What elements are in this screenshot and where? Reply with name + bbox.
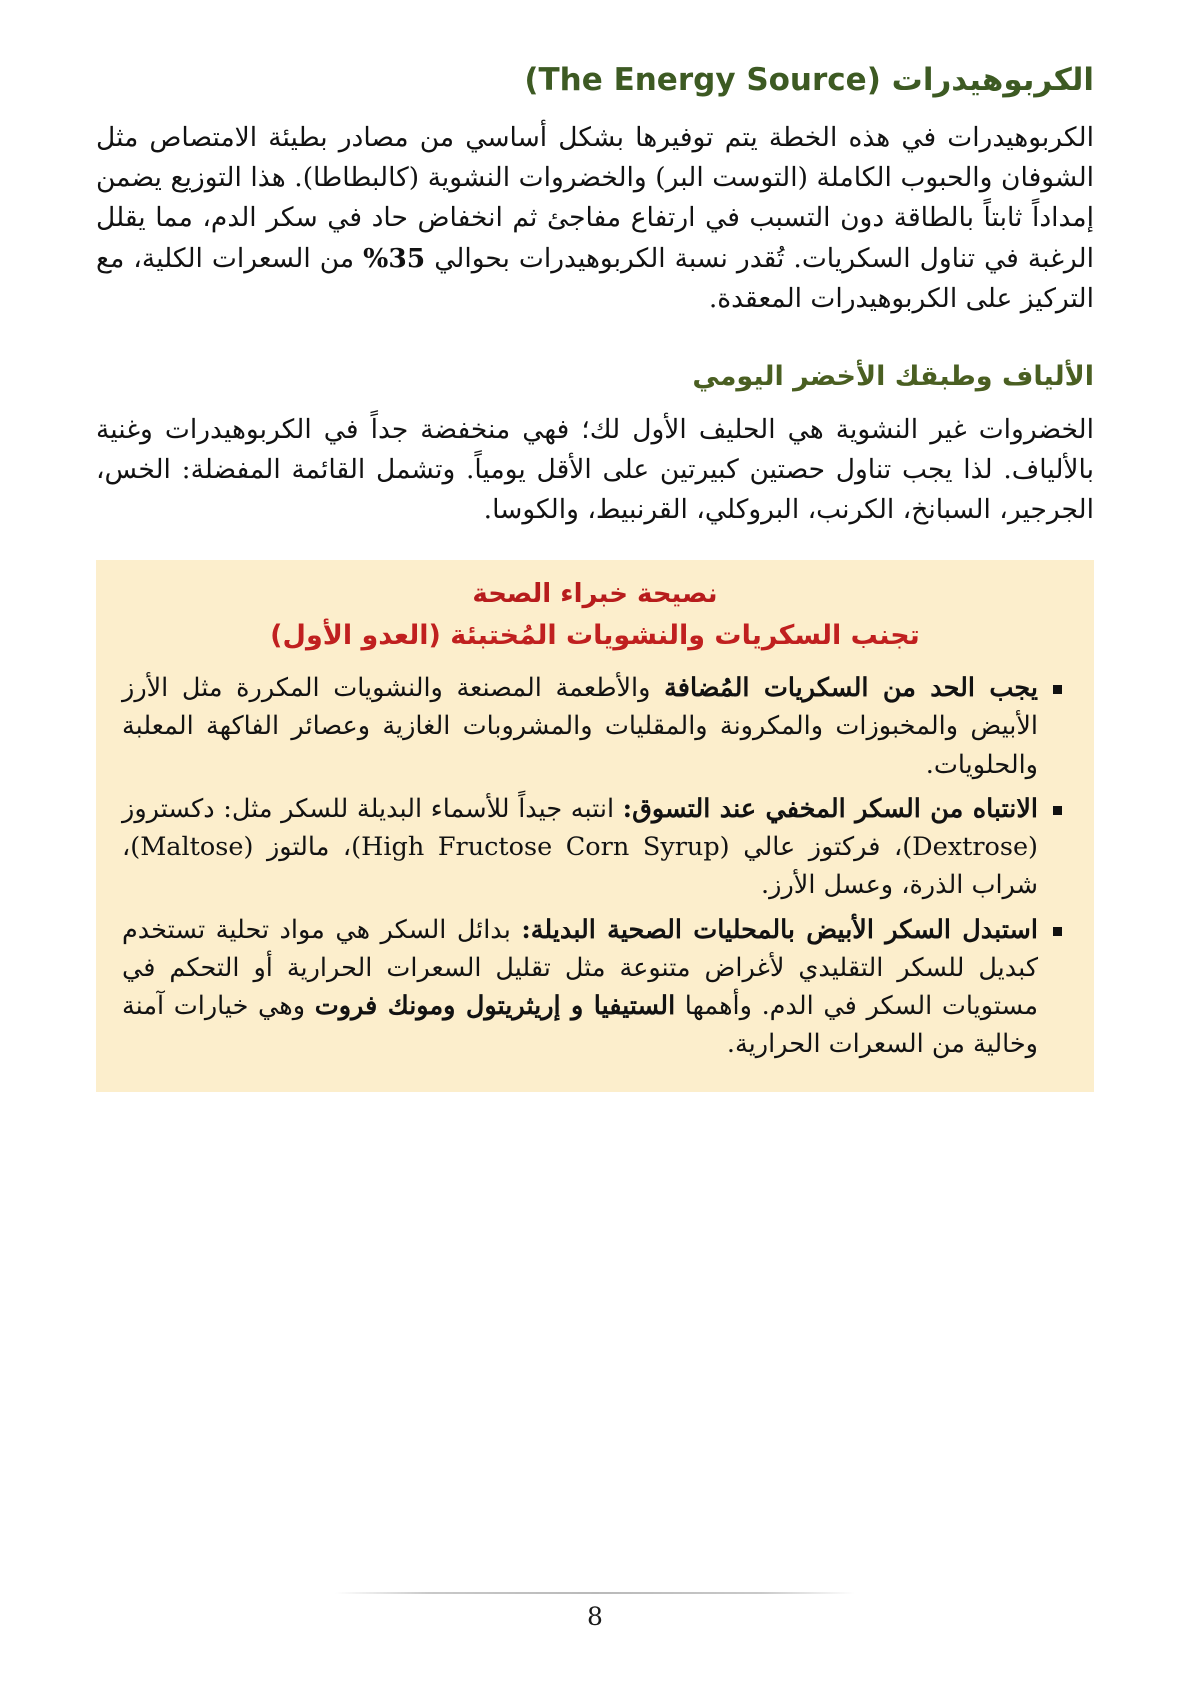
- health-expert-tip-callout: [96, 560, 1094, 1091]
- footer-divider: [335, 1592, 855, 1594]
- list-item: [122, 911, 1068, 1064]
- carbs-percentage: 35%: [363, 242, 426, 274]
- list-item: [122, 669, 1068, 784]
- carbs-paragraph: [96, 118, 1094, 319]
- carbs-paragraph-part1: الكربوهيدرات في هذه الخطة يتم توفيرها بشكل أساسي من مصادر بطيئة الامتصاص مثل الشوفان والحبوب الكاملة (التوست البر) والخضروات النشوية (كالبطاطا). هذا التوزيع يضمن إمداداً ثابتاً بالطاقة دون التسبب في ارتفاع مفاجئ ثم انخفاض حاد في سكر الدم، مما يقلل الرغبة في تناول السكريات. تُقدر نسبة الكربوهيدرات بحوالي: [96, 121, 1094, 274]
- list-item-sweeteners: الستيفيا و إريثريتول ومونك فروت: [314, 991, 676, 1022]
- list-item-body: بدائل السكر هي مواد تحلية تستخدم كبديل للسكر التقليدي لأغراض متنوعة مثل تقليل السعرات الحرارية أو التحكم في مستويات السكر في الدم. وأهمها: [122, 914, 1039, 1022]
- callout-title: نصيحة خبراء الصحة: [472, 579, 718, 610]
- carbs-paragraph-part2: من السعرات الكلية، مع التركيز على الكربوهيدرات المعقدة.: [96, 242, 1094, 314]
- list-item: [122, 790, 1068, 905]
- bullet-square-icon: [1053, 927, 1062, 936]
- fiber-paragraph: الخضروات غير النشوية هي الحليف الأول لك؛ فهي منخفضة جداً في الكربوهيدرات وغنية بالألياف. لذا يجب تناول حصتين كبيرتين على الأقل يومياً. وتشمل القائمة المفضلة: الخس، الجرجير، السبانخ، الكرنب، البروكلي، القرنبيط، والكوسا.: [96, 413, 1094, 526]
- bullet-square-icon: [1053, 806, 1062, 815]
- list-item-lead: يجب الحد من السكريات المُضافة: [664, 673, 1038, 704]
- page-title: الكربوهيدرات (The Energy Source): [524, 62, 1094, 98]
- list-item-body: والأطعمة المصنعة والنشويات المكررة مثل الأرز الأبيض والمخبوزات والمكرونة والمقليات والمشروبات الغازية وعصائر الفاكهة المعلبة والحلويات.: [122, 673, 1038, 780]
- page-spacer: [96, 1092, 1094, 1592]
- callout-bullet-list: [122, 669, 1068, 1064]
- bullet-square-icon: [1053, 685, 1062, 694]
- callout-subtitle: تجنب السكريات والنشويات المُختبئة (العدو الأول): [270, 620, 920, 652]
- fiber-section-heading: الألياف وطبقك الأخضر اليومي: [692, 361, 1094, 393]
- list-item-lead: الانتباه من السكر المخفي عند التسوق:: [622, 793, 1038, 824]
- page-footer: [96, 1592, 1094, 1683]
- list-item-lead: استبدل السكر الأبيض بالمحليات الصحية البديلة:: [521, 914, 1038, 945]
- list-item-body: انتبه جيداً للأسماء البديلة للسكر مثل: دكستروز (Dextrose)، فركتوز عالي (High Fructose Corn Syrup)، مالتوز (Maltose)، شراب الذرة، وعسل الأرز.: [122, 793, 1038, 901]
- list-item-body-tail: وهي خيارات آمنة وخالية من السعرات الحرارية.: [122, 991, 1038, 1060]
- page-number: 8: [587, 1602, 603, 1631]
